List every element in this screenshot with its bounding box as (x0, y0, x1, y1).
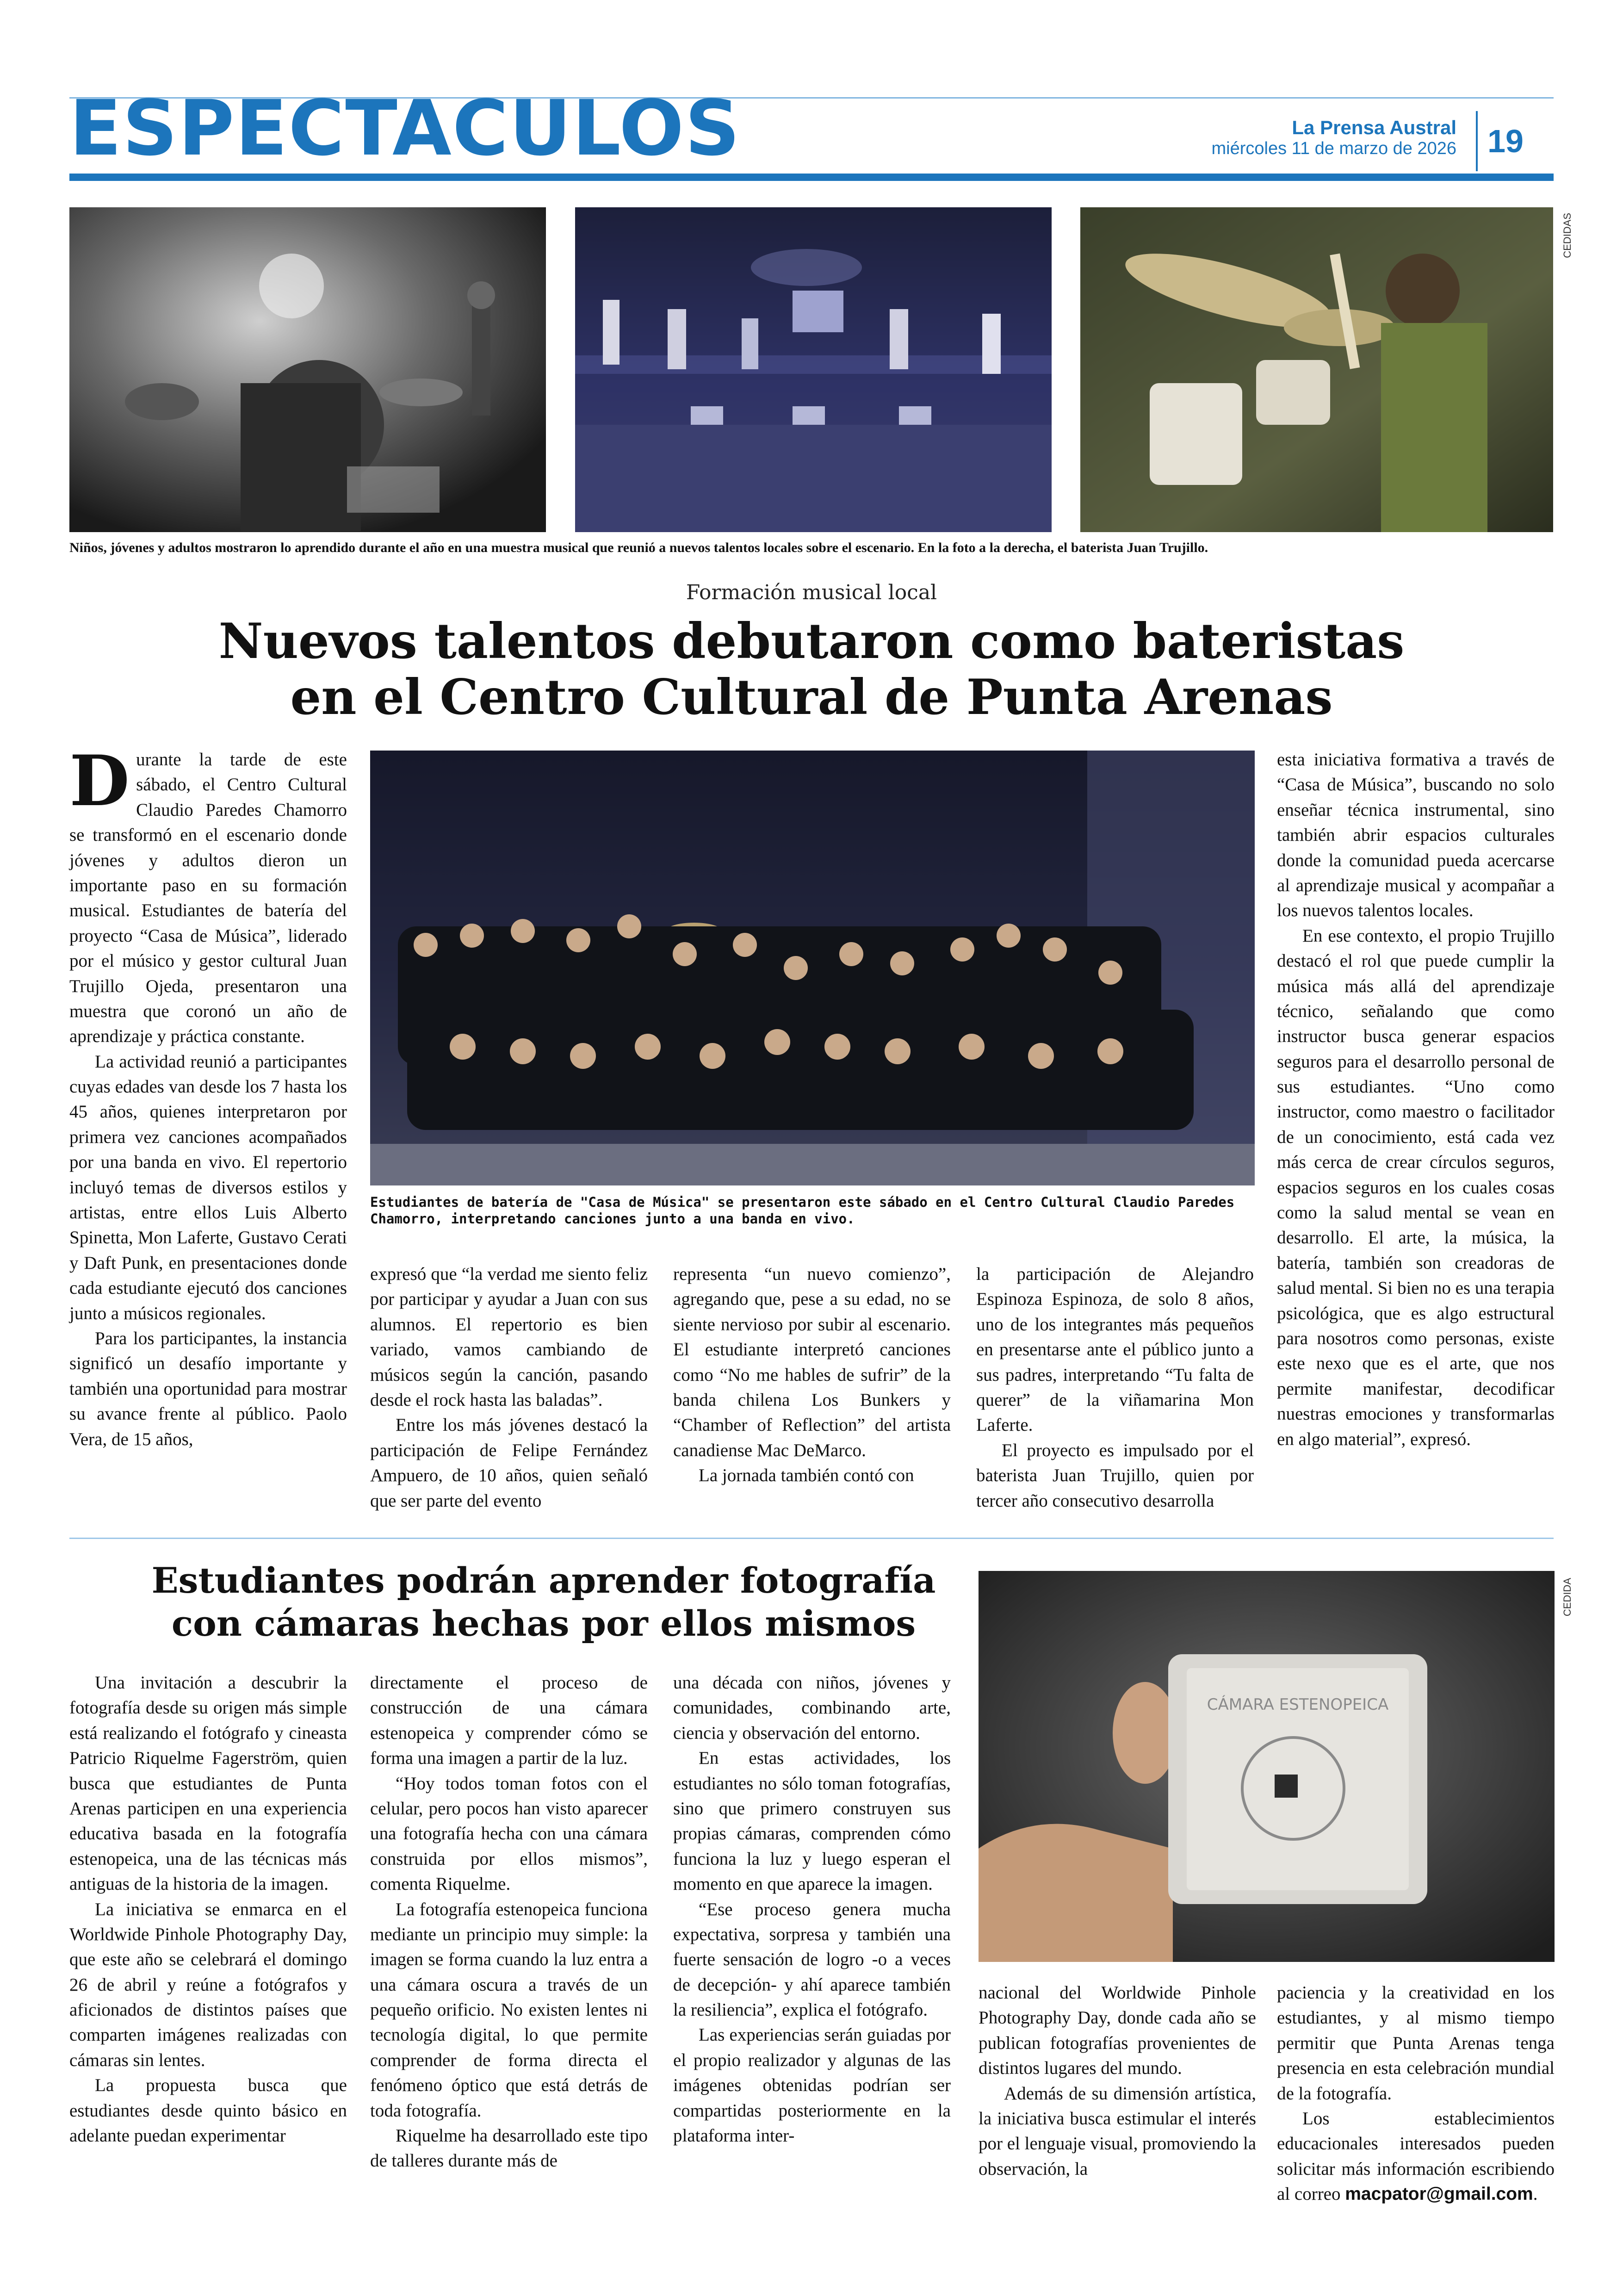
photo-drummer (1080, 207, 1553, 532)
page-number: 19 (1476, 111, 1533, 171)
article1-paragraph: expresó que “la verdad me siento feliz por participar y ayudar a Juan con sus alumnos. El repertorio es bien variado, vamos cambiando de músicos según la canción, pasando desde el rock hasta las baladas”. (370, 1264, 648, 1410)
article-headline (139, 613, 1484, 725)
photo-credit-top: CEDIDAS (1561, 213, 1573, 258)
article2-column-3 (673, 1670, 951, 2148)
article1-paragraph: La actividad reunió a participantes cuyas edades van desde los 7 hasta los 45 años, quienes interpretaron por primera vez canciones acompañados por una banda en vivo. El repertorio incluyó temas de diversos estilos y artistas, entre ellos Luis Alberto Spinetta, Mon Laferte, Gustavo Cerati y Daft Punk, en presentaciones donde cada estudiante ejecutó dos canciones junto a músicos regionales. (69, 1051, 347, 1323)
headline-line-1: Estudiantes podrán aprender fotografía (151, 1560, 936, 1601)
article2-paragraph: “Ese proceso genera mucha expectativa, sorpresa y también una fuerte sensación de logro -o a veces de decepción- y ahí aparece también la resiliencia”, explica el fotógrafo. (673, 1899, 951, 2020)
article1-column-5 (1277, 747, 1555, 1452)
article2-paragraph: directamente el proceso de construcción de una cámara estenopeica y comprender cómo se forma una imagen a partir de la luz. (370, 1673, 648, 1769)
article1-paragraph: Para los participantes, la instancia significó un desafío importante y también una oportunidad para mostrar su avance frente al público. Paolo Vera, de 15 años, (69, 1328, 347, 1449)
article1-column-1 (69, 740, 347, 1452)
article1-paragraph: El proyecto es impulsado por el baterista Juan Trujillo, quien por tercer año consecutivo desarrolla (976, 1440, 1254, 1511)
group-photo-caption: Estudiantes de batería de "Casa de Música" se presentaron este sábado en el Centro Cultural Claudio Paredes Chamorro, interpretando canciones junto a una banda en vivo. (370, 1194, 1235, 1227)
headline-line-2: en el Centro Cultural de Punta Arenas (290, 668, 1333, 726)
article1-paragraph-text: urante la tarde de este sábado, el Centro Cultural Claudio Paredes Chamorro se transformó en el escenario donde jóvenes y adultos dieron un importante paso en su formación musical. Estudiantes de batería del proyecto “Casa de Música”, liderado por el músico y gestor cultural Juan Trujillo Ojeda, presentaron una muestra que coronó un año de aprendizaje y práctica constante. (69, 750, 347, 1047)
headline-line-2: con cámaras hechas por ellos mismos (171, 1602, 916, 1644)
article2-paragraph (1277, 2106, 1555, 2207)
article1-paragraph: esta iniciativa formativa a través de “Casa de Música”, buscando no solo enseñar técnica instrumental, sino también abrir espacios culturales donde la comunidad pueda acercarse al aprendizaje musical y acompañar a los nuevos talentos locales. (1277, 750, 1555, 921)
photo-pinhole-camera (979, 1571, 1555, 1962)
article2-paragraph: Riquelme ha desarrollado este tipo de talleres durante más de (370, 2126, 648, 2171)
article2-column-2 (370, 1670, 648, 2174)
photo-rehearsal (69, 207, 546, 532)
article1-paragraph: representa “un nuevo comienzo”, agregando que, pese a su edad, no se siente nervioso por subir al escenario. El estudiante interpretó canciones como “No me hables de sufrir” de la banda chilena Los Bunkers y “Chamber of Reflection” del artista canadiense Mac DeMarco. (673, 1264, 951, 1460)
article1-paragraph (69, 740, 347, 1049)
article2-paragraph: paciencia y la creatividad en los estudiantes, y al mismo tiempo permitir que Punta Arenas tenga presencia en esta celebración mundial de la fotografía. (1277, 1983, 1555, 2104)
article1-paragraph: La jornada también contó con (699, 1465, 914, 1486)
article-separator (69, 1538, 1554, 1539)
top-photo-caption: Niños, jóvenes y adultos mostraron lo aprendido durante el año en una muestra musical que reunió a nuevos talentos locales sobre el escenario. En la foto a la derecha, el baterista Juan Trujillo. (69, 540, 1208, 555)
article-kicker: Formación musical local (686, 581, 937, 604)
article2-paragraph: En estas actividades, los estudiantes no sólo toman fotografías, sino que primero construyen sus propias cámaras, comprenden cómo funciona la luz y luego esperan el momento en que aparece la imagen. (673, 1748, 951, 1894)
header-blue-rule (69, 174, 1554, 181)
article1-paragraph: En ese contexto, el propio Trujillo destacó el rol que puede cumplir la música más allá del aprendizaje técnico, señalando que como instructor busca generar espacios seguros para el desarrollo personal de sus estudiantes. “Uno como instructor, como maestro o facilitador de un conocimiento, está cada vez más cerca de crear círculos seguros, espacios seguros en los cuales cosas como la salud mental se vean en desarrollo. El arte, la música, la batería, también son creadoras de salud mental. Si bien no es una terapia psicológica, que es algo estructural para nosotros como personas, existe este nexo que es el arte, que nos permite manifestar, decodificar nuestras emociones y transformarlas en algo material”, expresó. (1277, 925, 1555, 1449)
article2-paragraph: La iniciativa se enmarca en el Worldwide Pinhole Photography Day, que este año se celebrará el domingo 26 de abril y reúne a fotógrafos y aficionados de distintos países que comparten imágenes realizadas con cámaras sin lentes. (69, 1899, 347, 2070)
article2-paragraph: una década con niños, jóvenes y comunidades, combinando arte, ciencia y observación del entorno. (673, 1673, 951, 1743)
article2-paragraph: La propuesta busca que estudiantes desde quinto básico en adelante puedan experimentar (69, 2075, 347, 2146)
email-suffix: . (1533, 2184, 1538, 2204)
article2-headline (116, 1559, 972, 1645)
article2-paragraph: Además de su dimensión artística, la iniciativa busca estimular el interés por el lenguaje visual, promoviendo la observación, la (979, 2083, 1257, 2179)
photo-credit-bottom: CEDIDA (1561, 1578, 1573, 1617)
camera-box-label: CÁMARA ESTENOPEICA (1207, 1695, 1389, 1714)
article2-paragraph: La fotografía estenopeica funciona mediante un principio muy simple: la imagen se forma cuando la luz entra a una cámara oscura a través de un pequeño orificio. No existen lentes ni tecnología digital, lo que permite comprender de forma directa el fenómeno óptico que está detrás de toda fotografía. (370, 1899, 648, 2121)
article1-paragraph: Entre los más jóvenes destacó la participación de Felipe Fernández Ampuero, de 10 años, quien señaló que ser parte del evento (370, 1415, 648, 1511)
article2-column-1 (69, 1670, 347, 2148)
publication-name: La Prensa Austral (1292, 117, 1456, 138)
drop-cap: D (69, 740, 130, 822)
publication-date: miércoles 11 de marzo de 2026 (1211, 139, 1456, 159)
article1-paragraph: la participación de Alejandro Espinoza Espinoza, de solo 8 años, uno de los integrantes más pequeños en presentarse ante el público junto a sus padres, interpretando “Tu falta de querer” de la viñamarina Mon Laferte. (976, 1264, 1254, 1435)
article2-column-4 (979, 1980, 1256, 2182)
article1-column-4 (976, 1262, 1254, 1514)
article2-paragraph: Una invitación a descubrir la fotografía desde su origen más simple está realizando el fotógrafo y cineasta Patricio Riquelme Fagerström, quien busca que estudiantes de Punta Arenas participen en una experiencia educativa basada en la fotografía estenopeica, una de las técnicas más antiguas de la historia de la imagen. (69, 1673, 347, 1894)
article1-column-3 (673, 1262, 951, 1489)
article2-column-5 (1277, 1980, 1555, 2207)
section-title: ESPECTACULOS (69, 84, 741, 173)
contact-email-link[interactable]: macpator@gmail.com (1345, 2184, 1533, 2204)
headline-line-1: Nuevos talentos debutaron como bateristas (218, 612, 1405, 670)
article2-paragraph: “Hoy todos toman fotos con el celular, pero pocos han visto aparecer una fotografía hecha con una cámara construida por ellos mismos”, comenta Riquelme. (370, 1773, 648, 1894)
article2-paragraph: Las experiencias serán guiadas por el propio realizador y algunas de las imágenes obtenidas podrían ser compartidas posteriormente en la plataforma inter- (673, 2025, 951, 2146)
article2-paragraph-text: Los establecimientos educacionales interesados pueden solicitar más información escribiendo al correo (1277, 2108, 1555, 2204)
article2-paragraph: nacional del Worldwide Pinhole Photography Day, donde cada año se publican fotografías provenientes de distintos lugares del mundo. (979, 1983, 1256, 2079)
publication-info (1212, 117, 1456, 159)
photo-stage-band (575, 207, 1052, 532)
article1-column-2 (370, 1262, 648, 1514)
photo-group-students (370, 751, 1255, 1185)
